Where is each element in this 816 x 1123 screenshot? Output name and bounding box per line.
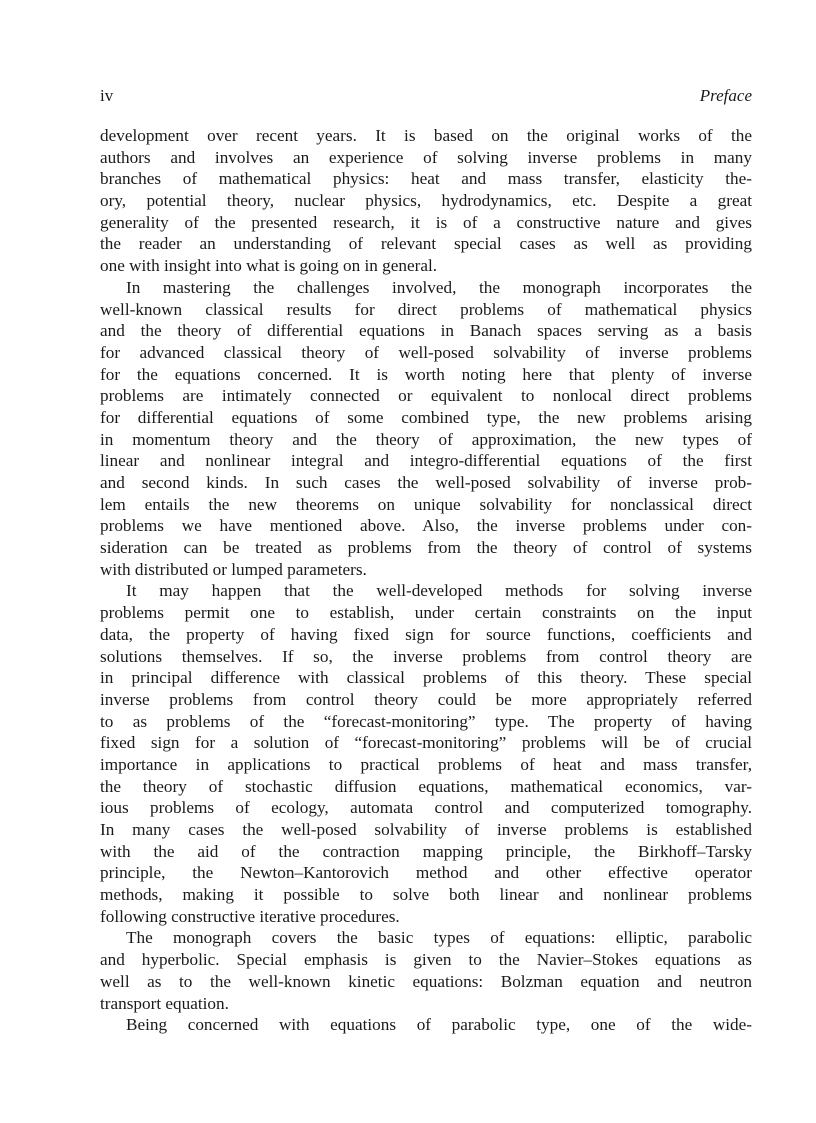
text-line: sideration can be treated as problems from the theory of control of systems bbox=[100, 538, 752, 558]
text-line: linear and nonlinear integral and integro-differential equations of the first bbox=[100, 451, 752, 471]
text-line: in momentum theory and the theory of approximation, the new types of bbox=[100, 429, 752, 449]
text-line: in principal difference with classical problems of this theory. These special bbox=[100, 668, 752, 688]
text-line: ory, potential theory, nuclear physics, hydrodynamics, etc. Despite a great bbox=[100, 191, 752, 211]
paragraph bbox=[100, 125, 752, 277]
text-line: for advanced classical theory of well-posed solvability of inverse problems bbox=[100, 342, 752, 362]
text-line: for the equations concerned. It is worth noting here that plenty of inverse bbox=[100, 364, 752, 384]
text-line: ious problems of ecology, automata control and computerized tomography. bbox=[100, 798, 752, 818]
paragraph bbox=[100, 1014, 752, 1036]
text-line: Being concerned with equations of parabolic type, one of the wide- bbox=[126, 1015, 752, 1035]
text-line: well-known classical results for direct problems of mathematical physics bbox=[100, 299, 752, 319]
text-line: well as to the well-known kinetic equations: Bolzman equation and neutron bbox=[100, 971, 752, 991]
text-line: problems we have mentioned above. Also, the inverse problems under con- bbox=[100, 516, 752, 536]
text-line: solutions themselves. If so, the inverse problems from control theory are bbox=[100, 646, 752, 666]
paragraph bbox=[100, 580, 752, 927]
text-line: problems permit one to establish, under certain constraints on the input bbox=[100, 603, 752, 623]
text-line: It may happen that the well-developed methods for solving inverse bbox=[126, 581, 752, 601]
running-head bbox=[100, 86, 752, 108]
text-line: transport equation. bbox=[100, 993, 229, 1013]
text-line: branches of mathematical physics: heat and mass transfer, elasticity the- bbox=[100, 169, 752, 189]
text-line: inverse problems from control theory could be more appropriately referred bbox=[100, 689, 752, 709]
paragraph bbox=[100, 927, 752, 1014]
text-line: the reader an understanding of relevant special cases as well as providing bbox=[100, 234, 752, 254]
text-line: generality of the presented research, it is of a constructive nature and gives bbox=[100, 212, 752, 232]
text-line: In mastering the challenges involved, the monograph incorporates the bbox=[126, 277, 752, 297]
section-title: Preface bbox=[699, 86, 752, 105]
text-line: authors and involves an experience of solving inverse problems in many bbox=[100, 147, 752, 167]
text-line: following constructive iterative procedures. bbox=[100, 906, 400, 926]
text-line: and hyperbolic. Special emphasis is given to the Navier–Stokes equations as bbox=[100, 950, 752, 970]
text-line: importance in applications to practical problems of heat and mass transfer, bbox=[100, 754, 752, 774]
text-line: lem entails the new theorems on unique solvability for nonclassical direct bbox=[100, 494, 752, 514]
text-line: and the theory of differential equations in Banach spaces serving as a basis bbox=[100, 321, 752, 341]
text-line: for differential equations of some combined type, the new problems arising bbox=[100, 407, 752, 427]
text-line: with the aid of the contraction mapping principle, the Birkhoff–Tarsky bbox=[100, 841, 752, 861]
paragraph bbox=[100, 277, 752, 581]
text-line: The monograph covers the basic types of equations: elliptic, parabolic bbox=[126, 928, 752, 948]
text-line: one with insight into what is going on in general. bbox=[100, 256, 438, 276]
text-line: the theory of stochastic diffusion equations, mathematical economics, var- bbox=[100, 776, 752, 796]
text-line: methods, making it possible to solve both linear and nonlinear problems bbox=[100, 885, 752, 905]
text-line: with distributed or lumped parameters. bbox=[100, 559, 367, 579]
page-number: iv bbox=[100, 86, 114, 105]
body-text bbox=[100, 125, 752, 1036]
text-line: to as problems of the “forecast-monitoring” type. The property of having bbox=[100, 711, 752, 731]
text-line: problems are intimately connected or equivalent to nonlocal direct problems bbox=[100, 386, 752, 406]
text-line: In many cases the well-posed solvability of inverse problems is established bbox=[100, 820, 752, 839]
text-line: and second kinds. In such cases the well-posed solvability of inverse prob- bbox=[100, 473, 752, 492]
text-line: principle, the Newton–Kantorovich method and other effective operator bbox=[100, 863, 752, 883]
text-line: fixed sign for a solution of “forecast-monitoring” problems will be of crucial bbox=[100, 733, 752, 753]
text-line: data, the property of having fixed sign for source functions, coefficients and bbox=[100, 624, 752, 644]
text-line: development over recent years. It is based on the original works of the bbox=[100, 126, 752, 145]
